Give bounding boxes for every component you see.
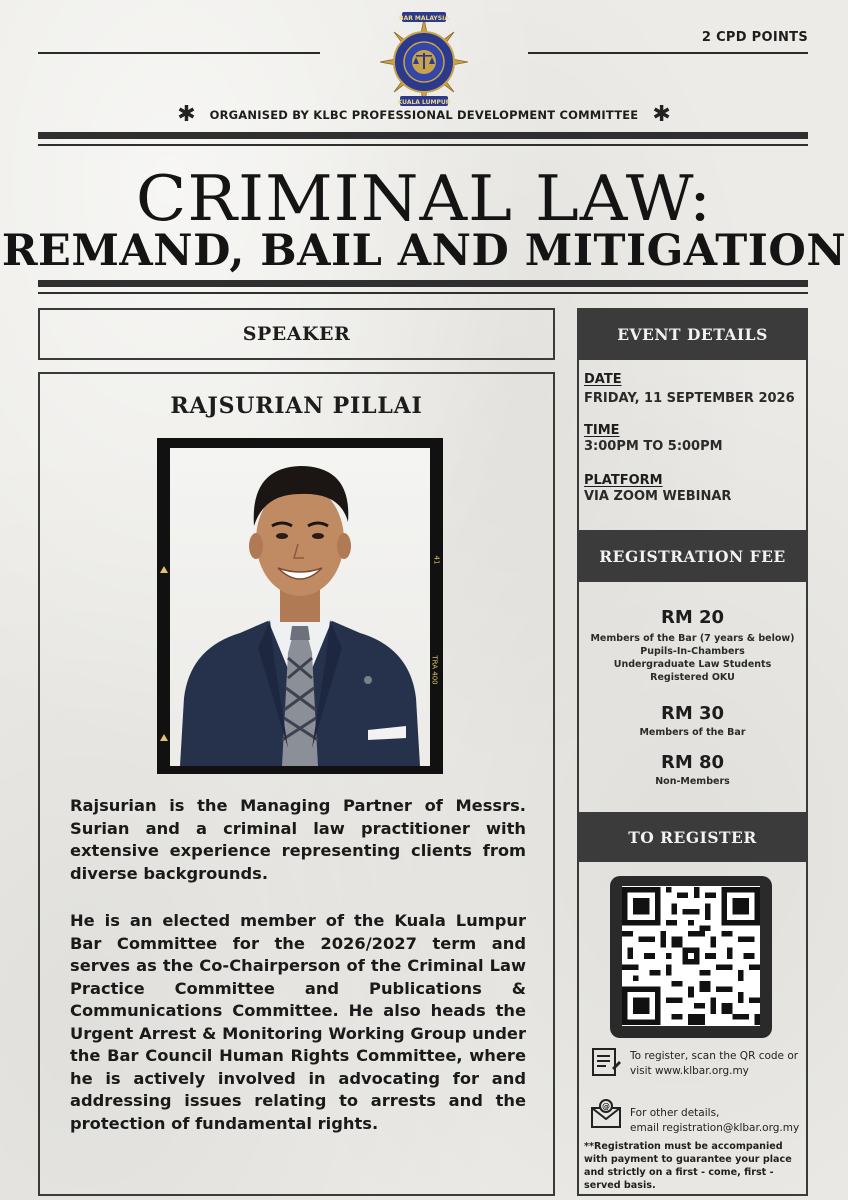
film-arrow-icon bbox=[160, 734, 168, 741]
title-rule-top bbox=[38, 132, 808, 139]
date-value: FRIDAY, 11 SEPTEMBER 2026 bbox=[584, 391, 795, 406]
details-email-link[interactable]: email registration@klbar.org.my bbox=[630, 1122, 800, 1134]
film-arrow-icon bbox=[160, 566, 168, 573]
time-value: 3:00PM TO 5:00PM bbox=[584, 439, 723, 454]
title-rule-bottom bbox=[38, 280, 808, 287]
speaker-heading: SPEAKER bbox=[38, 308, 555, 360]
price-tier-3-line: Non-Members bbox=[655, 776, 730, 787]
organised-by: ORGANISED BY KLBC PROFESSIONAL DEVELOPMENT COMMITTEE bbox=[209, 108, 639, 122]
scan-text-line: To register, scan the QR code or bbox=[630, 1050, 799, 1062]
film-mark: 41 bbox=[432, 555, 441, 565]
title-rule-bottom-thin bbox=[38, 292, 808, 294]
to-register-heading: TO REGISTER bbox=[577, 812, 808, 862]
speaker-bio-2: He is an elected member of the Kuala Lumpur Bar Committee for the 2026/2027 term and serves as the Co-Chairperson of the Criminal Law Practice Committee and Publications & Communications Committee. He also heads the Urgent Arrest & Monitoring Working Group under the Bar Council Human Rights Committee, where he is actively involved in advocating for and addressing issues relating to arrests and the protection of fundamental rights. bbox=[70, 911, 526, 1133]
platform-label: PLATFORM bbox=[584, 473, 663, 488]
price-tier-2: RM 30 bbox=[660, 703, 725, 724]
registration-note: **Registration must be accompanied with payment to guarantee your place and strictly on a first - come, first - served basis. bbox=[584, 1141, 792, 1191]
svg-text:@: @ bbox=[602, 1102, 610, 1111]
time-label: TIME bbox=[584, 423, 620, 438]
header-rule-left bbox=[38, 52, 320, 54]
price-tier-3: RM 80 bbox=[660, 752, 725, 773]
event-details-heading: EVENT DETAILS bbox=[577, 308, 808, 360]
price-tier-1: RM 20 bbox=[660, 607, 725, 628]
platform-value: VIA ZOOM WEBINAR bbox=[584, 489, 732, 504]
registration-fee-heading: REGISTRATION FEE bbox=[577, 530, 808, 582]
price-tier-2-line: Members of the Bar bbox=[639, 727, 746, 738]
title-line-2: REMAND, BAIL AND MITIGATION bbox=[1, 226, 847, 276]
organiser-line bbox=[0, 104, 848, 126]
asterisk-icon: ✱ bbox=[652, 102, 671, 127]
title-line-1: CRIMINAL LAW: bbox=[135, 161, 713, 236]
scan-text-link[interactable]: visit www.klbar.org.my bbox=[630, 1065, 749, 1077]
title-rule-top-thin bbox=[38, 144, 808, 146]
price-tier-1-line: Members of the Bar (7 years & below) bbox=[590, 633, 795, 644]
header-rule-right bbox=[528, 52, 808, 54]
qr-code[interactable] bbox=[622, 886, 760, 1026]
cpd-points: 2 CPD POINTS bbox=[701, 30, 808, 45]
price-tier-1-line: Pupils-In-Chambers bbox=[640, 646, 745, 657]
logo-text-top: BAR MALAYSIA bbox=[399, 15, 449, 22]
speaker-photo bbox=[170, 448, 430, 766]
speaker-bio-1: Rajsurian is the Managing Partner of Messrs. Surian and a criminal law practitioner with extensive experience representing clients from diverse backgrounds. bbox=[70, 796, 526, 883]
details-text-line: For other details, bbox=[630, 1107, 720, 1119]
logo-text-bottom: KUALA LUMPUR bbox=[397, 99, 451, 106]
speaker-name: RAJSURIAN PILLAI bbox=[170, 393, 423, 419]
film-mark: TRA 400 bbox=[430, 655, 439, 685]
form-icon bbox=[590, 1046, 622, 1078]
price-tier-1-line: Registered OKU bbox=[650, 672, 735, 683]
asterisk-icon: ✱ bbox=[177, 102, 196, 127]
price-tier-1-line: Undergraduate Law Students bbox=[613, 659, 772, 670]
email-icon bbox=[590, 1098, 622, 1130]
date-label: DATE bbox=[584, 372, 622, 387]
bar-logo-icon bbox=[380, 10, 468, 108]
